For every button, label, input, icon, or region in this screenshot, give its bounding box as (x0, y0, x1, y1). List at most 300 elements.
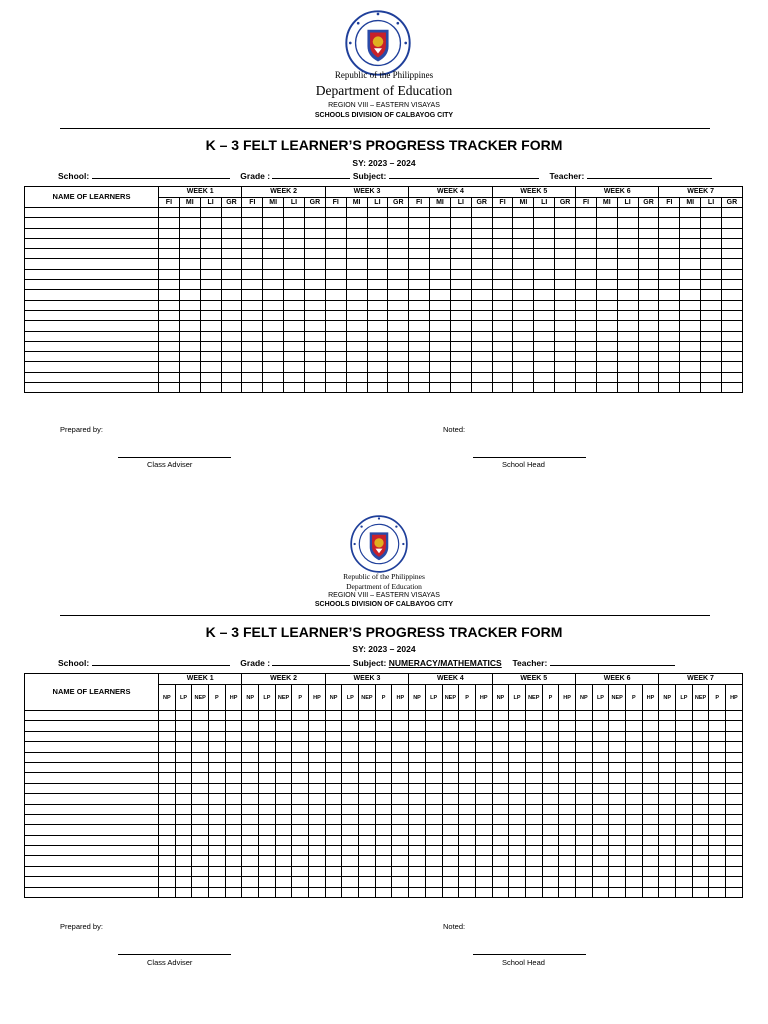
score-cell[interactable] (242, 218, 263, 228)
score-cell[interactable] (242, 290, 263, 300)
score-cell[interactable] (596, 269, 617, 279)
score-cell[interactable] (430, 362, 451, 372)
score-cell[interactable] (475, 814, 492, 824)
score-cell[interactable] (726, 856, 743, 866)
score-cell[interactable] (692, 877, 709, 887)
score-cell[interactable] (175, 856, 192, 866)
score-cell[interactable] (642, 752, 659, 762)
score-cell[interactable] (701, 280, 722, 290)
score-cell[interactable] (701, 321, 722, 331)
score-cell[interactable] (430, 300, 451, 310)
score-cell[interactable] (242, 762, 259, 772)
score-cell[interactable] (513, 238, 534, 248)
score-cell[interactable] (709, 846, 726, 856)
score-cell[interactable] (659, 249, 680, 259)
score-cell[interactable] (263, 352, 284, 362)
score-cell[interactable] (242, 269, 263, 279)
score-cell[interactable] (555, 249, 576, 259)
score-cell[interactable] (409, 300, 430, 310)
score-cell[interactable] (375, 742, 392, 752)
score-cell[interactable] (304, 310, 325, 320)
score-cell[interactable] (676, 866, 693, 876)
score-cell[interactable] (450, 259, 471, 269)
score-cell[interactable] (425, 794, 442, 804)
score-cell[interactable] (242, 249, 263, 259)
score-cell[interactable] (284, 238, 305, 248)
score-cell[interactable] (559, 742, 576, 752)
score-cell[interactable] (534, 331, 555, 341)
score-cell[interactable] (346, 383, 367, 393)
score-cell[interactable] (450, 321, 471, 331)
score-cell[interactable] (259, 731, 276, 741)
score-cell[interactable] (225, 825, 242, 835)
score-cell[interactable] (692, 814, 709, 824)
score-cell[interactable] (159, 249, 180, 259)
learner-name-cell[interactable] (25, 331, 159, 341)
score-cell[interactable] (492, 783, 509, 793)
learner-name-cell[interactable] (25, 877, 159, 887)
score-cell[interactable] (179, 218, 200, 228)
score-cell[interactable] (576, 208, 597, 218)
score-cell[interactable] (284, 310, 305, 320)
score-cell[interactable] (292, 783, 309, 793)
score-cell[interactable] (592, 721, 609, 731)
learner-name-cell[interactable] (25, 300, 159, 310)
learner-name-cell[interactable] (25, 372, 159, 382)
score-cell[interactable] (492, 856, 509, 866)
score-cell[interactable] (680, 372, 701, 382)
score-cell[interactable] (425, 835, 442, 845)
score-cell[interactable] (325, 752, 342, 762)
score-cell[interactable] (542, 814, 559, 824)
score-cell[interactable] (459, 814, 476, 824)
learner-name-cell[interactable] (25, 352, 159, 362)
score-cell[interactable] (559, 783, 576, 793)
score-cell[interactable] (221, 218, 242, 228)
score-cell[interactable] (625, 721, 642, 731)
score-cell[interactable] (275, 856, 292, 866)
score-cell[interactable] (450, 228, 471, 238)
score-cell[interactable] (475, 887, 492, 897)
score-cell[interactable] (409, 794, 426, 804)
score-cell[interactable] (179, 352, 200, 362)
score-cell[interactable] (509, 762, 526, 772)
score-cell[interactable] (555, 269, 576, 279)
score-cell[interactable] (471, 300, 492, 310)
score-cell[interactable] (676, 846, 693, 856)
score-cell[interactable] (259, 814, 276, 824)
score-cell[interactable] (659, 731, 676, 741)
score-cell[interactable] (534, 341, 555, 351)
score-cell[interactable] (375, 752, 392, 762)
score-cell[interactable] (325, 846, 342, 856)
score-cell[interactable] (346, 300, 367, 310)
score-cell[interactable] (346, 341, 367, 351)
score-cell[interactable] (726, 846, 743, 856)
score-cell[interactable] (159, 877, 176, 887)
score-cell[interactable] (542, 731, 559, 741)
score-cell[interactable] (509, 804, 526, 814)
score-cell[interactable] (367, 290, 388, 300)
score-cell[interactable] (617, 269, 638, 279)
score-cell[interactable] (492, 711, 509, 721)
score-cell[interactable] (392, 773, 409, 783)
score-cell[interactable] (559, 856, 576, 866)
score-cell[interactable] (475, 877, 492, 887)
score-cell[interactable] (680, 331, 701, 341)
score-cell[interactable] (263, 208, 284, 218)
score-cell[interactable] (342, 887, 359, 897)
score-cell[interactable] (442, 783, 459, 793)
score-cell[interactable] (309, 804, 326, 814)
score-cell[interactable] (242, 711, 259, 721)
score-cell[interactable] (242, 331, 263, 341)
score-cell[interactable] (676, 804, 693, 814)
score-cell[interactable] (179, 362, 200, 372)
school-field[interactable] (92, 657, 230, 666)
score-cell[interactable] (625, 804, 642, 814)
score-cell[interactable] (225, 752, 242, 762)
score-cell[interactable] (609, 762, 626, 772)
score-cell[interactable] (596, 228, 617, 238)
score-cell[interactable] (367, 228, 388, 238)
score-cell[interactable] (325, 814, 342, 824)
score-cell[interactable] (367, 321, 388, 331)
learner-name-cell[interactable] (25, 362, 159, 372)
score-cell[interactable] (304, 300, 325, 310)
score-cell[interactable] (221, 238, 242, 248)
score-cell[interactable] (200, 352, 221, 362)
score-cell[interactable] (200, 280, 221, 290)
score-cell[interactable] (159, 280, 180, 290)
score-cell[interactable] (592, 794, 609, 804)
score-cell[interactable] (325, 721, 342, 731)
score-cell[interactable] (492, 825, 509, 835)
score-cell[interactable] (375, 887, 392, 897)
score-cell[interactable] (555, 280, 576, 290)
score-cell[interactable] (263, 372, 284, 382)
score-cell[interactable] (159, 866, 176, 876)
score-cell[interactable] (442, 742, 459, 752)
score-cell[interactable] (209, 731, 226, 741)
score-cell[interactable] (209, 866, 226, 876)
score-cell[interactable] (701, 238, 722, 248)
score-cell[interactable] (617, 341, 638, 351)
score-cell[interactable] (555, 341, 576, 351)
score-cell[interactable] (513, 372, 534, 382)
score-cell[interactable] (555, 331, 576, 341)
score-cell[interactable] (692, 731, 709, 741)
score-cell[interactable] (709, 814, 726, 824)
score-cell[interactable] (159, 814, 176, 824)
score-cell[interactable] (342, 742, 359, 752)
score-cell[interactable] (242, 752, 259, 762)
score-cell[interactable] (525, 773, 542, 783)
score-cell[interactable] (701, 290, 722, 300)
score-cell[interactable] (575, 846, 592, 856)
score-cell[interactable] (292, 887, 309, 897)
score-cell[interactable] (409, 846, 426, 856)
score-cell[interactable] (430, 238, 451, 248)
score-cell[interactable] (259, 846, 276, 856)
subject-field[interactable] (389, 170, 539, 179)
score-cell[interactable] (625, 794, 642, 804)
score-cell[interactable] (225, 804, 242, 814)
score-cell[interactable] (309, 721, 326, 731)
score-cell[interactable] (726, 752, 743, 762)
score-cell[interactable] (304, 321, 325, 331)
learner-name-cell[interactable] (25, 783, 159, 793)
score-cell[interactable] (325, 877, 342, 887)
score-cell[interactable] (259, 825, 276, 835)
score-cell[interactable] (292, 877, 309, 887)
score-cell[interactable] (325, 887, 342, 897)
score-cell[interactable] (375, 846, 392, 856)
score-cell[interactable] (709, 731, 726, 741)
score-cell[interactable] (304, 259, 325, 269)
score-cell[interactable] (513, 269, 534, 279)
learner-name-cell[interactable] (25, 383, 159, 393)
score-cell[interactable] (367, 310, 388, 320)
score-cell[interactable] (642, 783, 659, 793)
score-cell[interactable] (680, 228, 701, 238)
score-cell[interactable] (221, 290, 242, 300)
score-cell[interactable] (513, 341, 534, 351)
score-cell[interactable] (192, 835, 209, 845)
score-cell[interactable] (304, 208, 325, 218)
score-cell[interactable] (392, 794, 409, 804)
score-cell[interactable] (225, 866, 242, 876)
score-cell[interactable] (542, 742, 559, 752)
score-cell[interactable] (726, 773, 743, 783)
score-cell[interactable] (592, 877, 609, 887)
score-cell[interactable] (425, 773, 442, 783)
score-cell[interactable] (576, 249, 597, 259)
score-cell[interactable] (284, 372, 305, 382)
score-cell[interactable] (676, 762, 693, 772)
score-cell[interactable] (430, 290, 451, 300)
score-cell[interactable] (221, 228, 242, 238)
score-cell[interactable] (492, 310, 513, 320)
score-cell[interactable] (471, 290, 492, 300)
score-cell[interactable] (625, 742, 642, 752)
score-cell[interactable] (592, 804, 609, 814)
score-cell[interactable] (346, 372, 367, 382)
grade-field[interactable] (272, 170, 350, 179)
score-cell[interactable] (192, 825, 209, 835)
score-cell[interactable] (726, 835, 743, 845)
score-cell[interactable] (409, 814, 426, 824)
score-cell[interactable] (617, 362, 638, 372)
score-cell[interactable] (284, 290, 305, 300)
score-cell[interactable] (342, 752, 359, 762)
score-cell[interactable] (388, 341, 409, 351)
score-cell[interactable] (471, 208, 492, 218)
score-cell[interactable] (388, 259, 409, 269)
score-cell[interactable] (284, 280, 305, 290)
score-cell[interactable] (309, 762, 326, 772)
score-cell[interactable] (575, 721, 592, 731)
score-cell[interactable] (284, 269, 305, 279)
score-cell[interactable] (209, 752, 226, 762)
score-cell[interactable] (492, 721, 509, 731)
score-cell[interactable] (242, 804, 259, 814)
score-cell[interactable] (225, 877, 242, 887)
score-cell[interactable] (342, 877, 359, 887)
score-cell[interactable] (242, 825, 259, 835)
score-cell[interactable] (471, 372, 492, 382)
score-cell[interactable] (459, 804, 476, 814)
score-cell[interactable] (555, 290, 576, 300)
score-cell[interactable] (659, 300, 680, 310)
score-cell[interactable] (625, 825, 642, 835)
score-cell[interactable] (726, 814, 743, 824)
score-cell[interactable] (325, 835, 342, 845)
score-cell[interactable] (325, 218, 346, 228)
score-cell[interactable] (388, 372, 409, 382)
score-cell[interactable] (471, 352, 492, 362)
score-cell[interactable] (701, 362, 722, 372)
score-cell[interactable] (209, 846, 226, 856)
score-cell[interactable] (388, 383, 409, 393)
score-cell[interactable] (559, 887, 576, 897)
score-cell[interactable] (676, 721, 693, 731)
score-cell[interactable] (225, 887, 242, 897)
score-cell[interactable] (342, 835, 359, 845)
score-cell[interactable] (275, 721, 292, 731)
score-cell[interactable] (388, 300, 409, 310)
score-cell[interactable] (459, 711, 476, 721)
score-cell[interactable] (409, 290, 430, 300)
score-cell[interactable] (159, 846, 176, 856)
score-cell[interactable] (409, 783, 426, 793)
score-cell[interactable] (542, 773, 559, 783)
score-cell[interactable] (509, 814, 526, 824)
score-cell[interactable] (534, 238, 555, 248)
score-cell[interactable] (367, 269, 388, 279)
score-cell[interactable] (625, 752, 642, 762)
score-cell[interactable] (492, 804, 509, 814)
score-cell[interactable] (342, 711, 359, 721)
subject-value[interactable]: NUMERACY/MATHEMATICS (388, 658, 502, 668)
score-cell[interactable] (542, 721, 559, 731)
score-cell[interactable] (709, 711, 726, 721)
score-cell[interactable] (359, 752, 376, 762)
score-cell[interactable] (492, 208, 513, 218)
score-cell[interactable] (680, 341, 701, 351)
score-cell[interactable] (192, 866, 209, 876)
learner-name-cell[interactable] (25, 228, 159, 238)
score-cell[interactable] (726, 783, 743, 793)
score-cell[interactable] (576, 259, 597, 269)
score-cell[interactable] (721, 310, 742, 320)
score-cell[interactable] (492, 372, 513, 382)
score-cell[interactable] (304, 331, 325, 341)
score-cell[interactable] (450, 249, 471, 259)
score-cell[interactable] (575, 835, 592, 845)
score-cell[interactable] (259, 804, 276, 814)
score-cell[interactable] (726, 866, 743, 876)
score-cell[interactable] (459, 773, 476, 783)
score-cell[interactable] (442, 866, 459, 876)
score-cell[interactable] (617, 280, 638, 290)
score-cell[interactable] (542, 783, 559, 793)
score-cell[interactable] (409, 721, 426, 731)
score-cell[interactable] (346, 228, 367, 238)
score-cell[interactable] (525, 721, 542, 731)
score-cell[interactable] (555, 310, 576, 320)
score-cell[interactable] (542, 846, 559, 856)
score-cell[interactable] (442, 856, 459, 866)
score-cell[interactable] (159, 711, 176, 721)
score-cell[interactable] (534, 208, 555, 218)
score-cell[interactable] (292, 752, 309, 762)
score-cell[interactable] (359, 866, 376, 876)
score-cell[interactable] (304, 362, 325, 372)
score-cell[interactable] (659, 321, 680, 331)
score-cell[interactable] (575, 887, 592, 897)
score-cell[interactable] (159, 362, 180, 372)
score-cell[interactable] (555, 228, 576, 238)
score-cell[interactable] (559, 846, 576, 856)
score-cell[interactable] (430, 269, 451, 279)
score-cell[interactable] (159, 300, 180, 310)
score-cell[interactable] (575, 804, 592, 814)
score-cell[interactable] (430, 310, 451, 320)
score-cell[interactable] (559, 711, 576, 721)
score-cell[interactable] (284, 352, 305, 362)
score-cell[interactable] (692, 887, 709, 897)
score-cell[interactable] (159, 310, 180, 320)
score-cell[interactable] (509, 825, 526, 835)
score-cell[interactable] (638, 218, 659, 228)
score-cell[interactable] (701, 372, 722, 382)
score-cell[interactable] (325, 866, 342, 876)
score-cell[interactable] (442, 846, 459, 856)
score-cell[interactable] (525, 814, 542, 824)
score-cell[interactable] (409, 825, 426, 835)
score-cell[interactable] (525, 752, 542, 762)
score-cell[interactable] (575, 866, 592, 876)
score-cell[interactable] (192, 731, 209, 741)
score-cell[interactable] (513, 300, 534, 310)
score-cell[interactable] (492, 249, 513, 259)
score-cell[interactable] (492, 331, 513, 341)
score-cell[interactable] (430, 280, 451, 290)
score-cell[interactable] (175, 783, 192, 793)
score-cell[interactable] (638, 269, 659, 279)
score-cell[interactable] (325, 331, 346, 341)
score-cell[interactable] (409, 310, 430, 320)
score-cell[interactable] (175, 835, 192, 845)
score-cell[interactable] (576, 300, 597, 310)
score-cell[interactable] (513, 249, 534, 259)
score-cell[interactable] (642, 887, 659, 897)
score-cell[interactable] (388, 238, 409, 248)
score-cell[interactable] (367, 300, 388, 310)
score-cell[interactable] (659, 372, 680, 382)
score-cell[interactable] (425, 846, 442, 856)
score-cell[interactable] (692, 762, 709, 772)
score-cell[interactable] (659, 331, 680, 341)
score-cell[interactable] (242, 259, 263, 269)
score-cell[interactable] (721, 208, 742, 218)
score-cell[interactable] (680, 280, 701, 290)
score-cell[interactable] (392, 877, 409, 887)
score-cell[interactable] (609, 731, 626, 741)
score-cell[interactable] (175, 804, 192, 814)
score-cell[interactable] (425, 783, 442, 793)
